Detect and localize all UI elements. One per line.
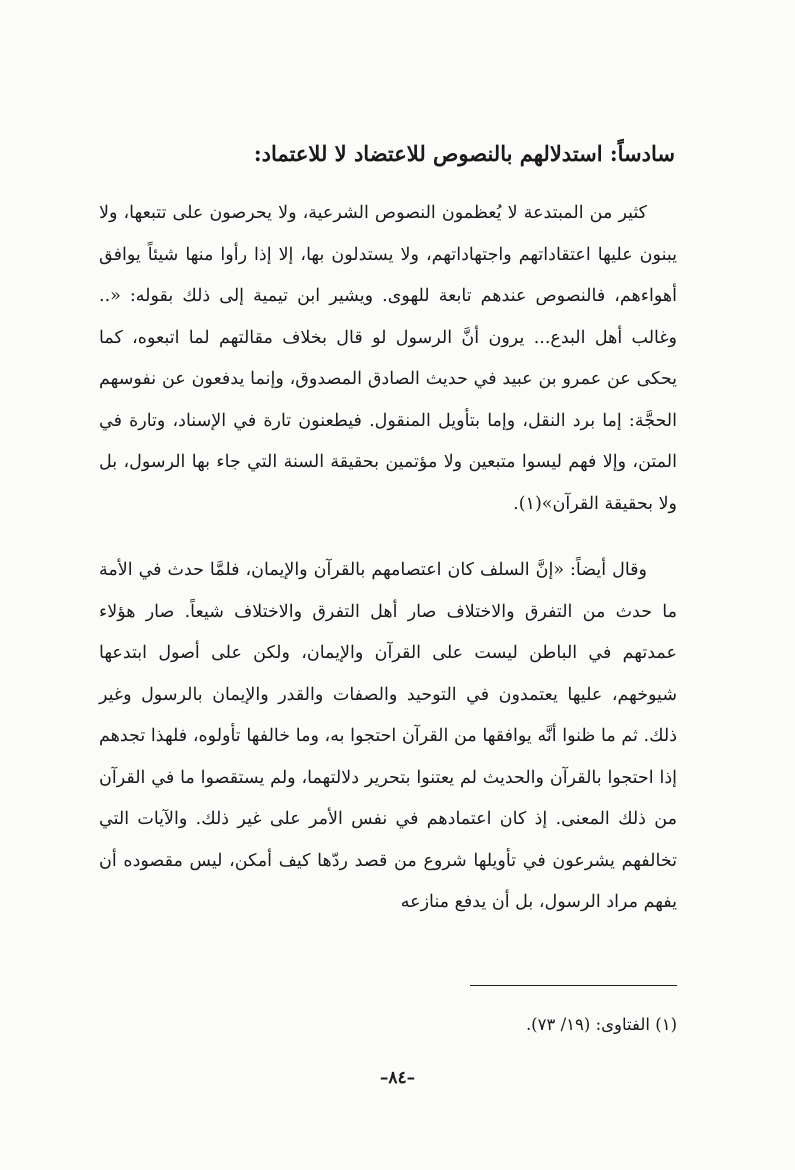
- footnote: (١) الفتاوى: (١٩/ ٧٣).: [525, 1015, 677, 1034]
- paragraph-1: [99, 193, 677, 533]
- paragraph-2: [99, 550, 677, 970]
- footnote-separator: [470, 985, 677, 986]
- section-heading: سادساً: استدلالهم بالنصوص للاعتضاد لا للاعتماد:: [253, 141, 675, 166]
- page-number: –٨٤–: [379, 1068, 416, 1088]
- paragraph-2-text: وقال أيضاً: «إنَّ السلف كان اعتصامهم بالقرآن والإيمان، فلمَّا حدث في الأمة ما حدث من التفرق والاختلاف صار أهل التفرق والاختلاف شيعاً. صار هؤلاء عمدتهم في الباطن ليست على القرآن والإيمان، ولكن على أصول ابتدعها شيوخهم، عليها يعتمدون في التوحيد والصفات والقدر والإيمان بالرسول وغير ذلك. ثم ما ظنوا أنَّه يوافقها من القرآن احتجوا به، وما خالفها تأولوه، فلهذا تجدهم إذا احتجوا بالقرآن والحديث لم يعتنوا بتحرير دلالتهما، ولم يستقصوا ما في القرآن من ذلك المعنى. إذ كان اعتمادهم في نفس الأمر على غير ذلك. والآيات التي تخالفهم يشرعون في تأويلها شروع من قصد ردّها كيف أمكن، ليس مقصوده أن يفهم مراد الرسول، بل أن يدفع منازعه: [99, 560, 677, 912]
- paragraph-1-text: كثير من المبتدعة لا يُعظمون النصوص الشرعية، ولا يحرصون على تتبعها، ولا يبنون عليها اعتقاداتهم واجتهاداتهم، ولا يستدلون بها، إلا إذا رأوا منها شيئاً يوافق أهواءهم، فالنصوص عندهم تابعة للهوى. ويشير ابن تيمية إلى ذلك بقوله: «.. وغالب أهل البدع... يرون أنَّ الرسول لو قال بخلاف مقالتهم لما اتبعوه، كما يحكى عن عمرو بن عبيد في حديث الصادق المصدوق، وإنما يدفعون عن نفوسهم الحجَّة: إما برد النقل، وإما بتأويل المنقول. فيطعنون تارة في الإسناد، وتارة في المتن، وإلا فهم ليسوا متبعين ولا مؤتمين بحقيقة السنة التي جاء بها الرسول، بل ولا بحقيقة القرآن»(١).: [99, 203, 677, 514]
